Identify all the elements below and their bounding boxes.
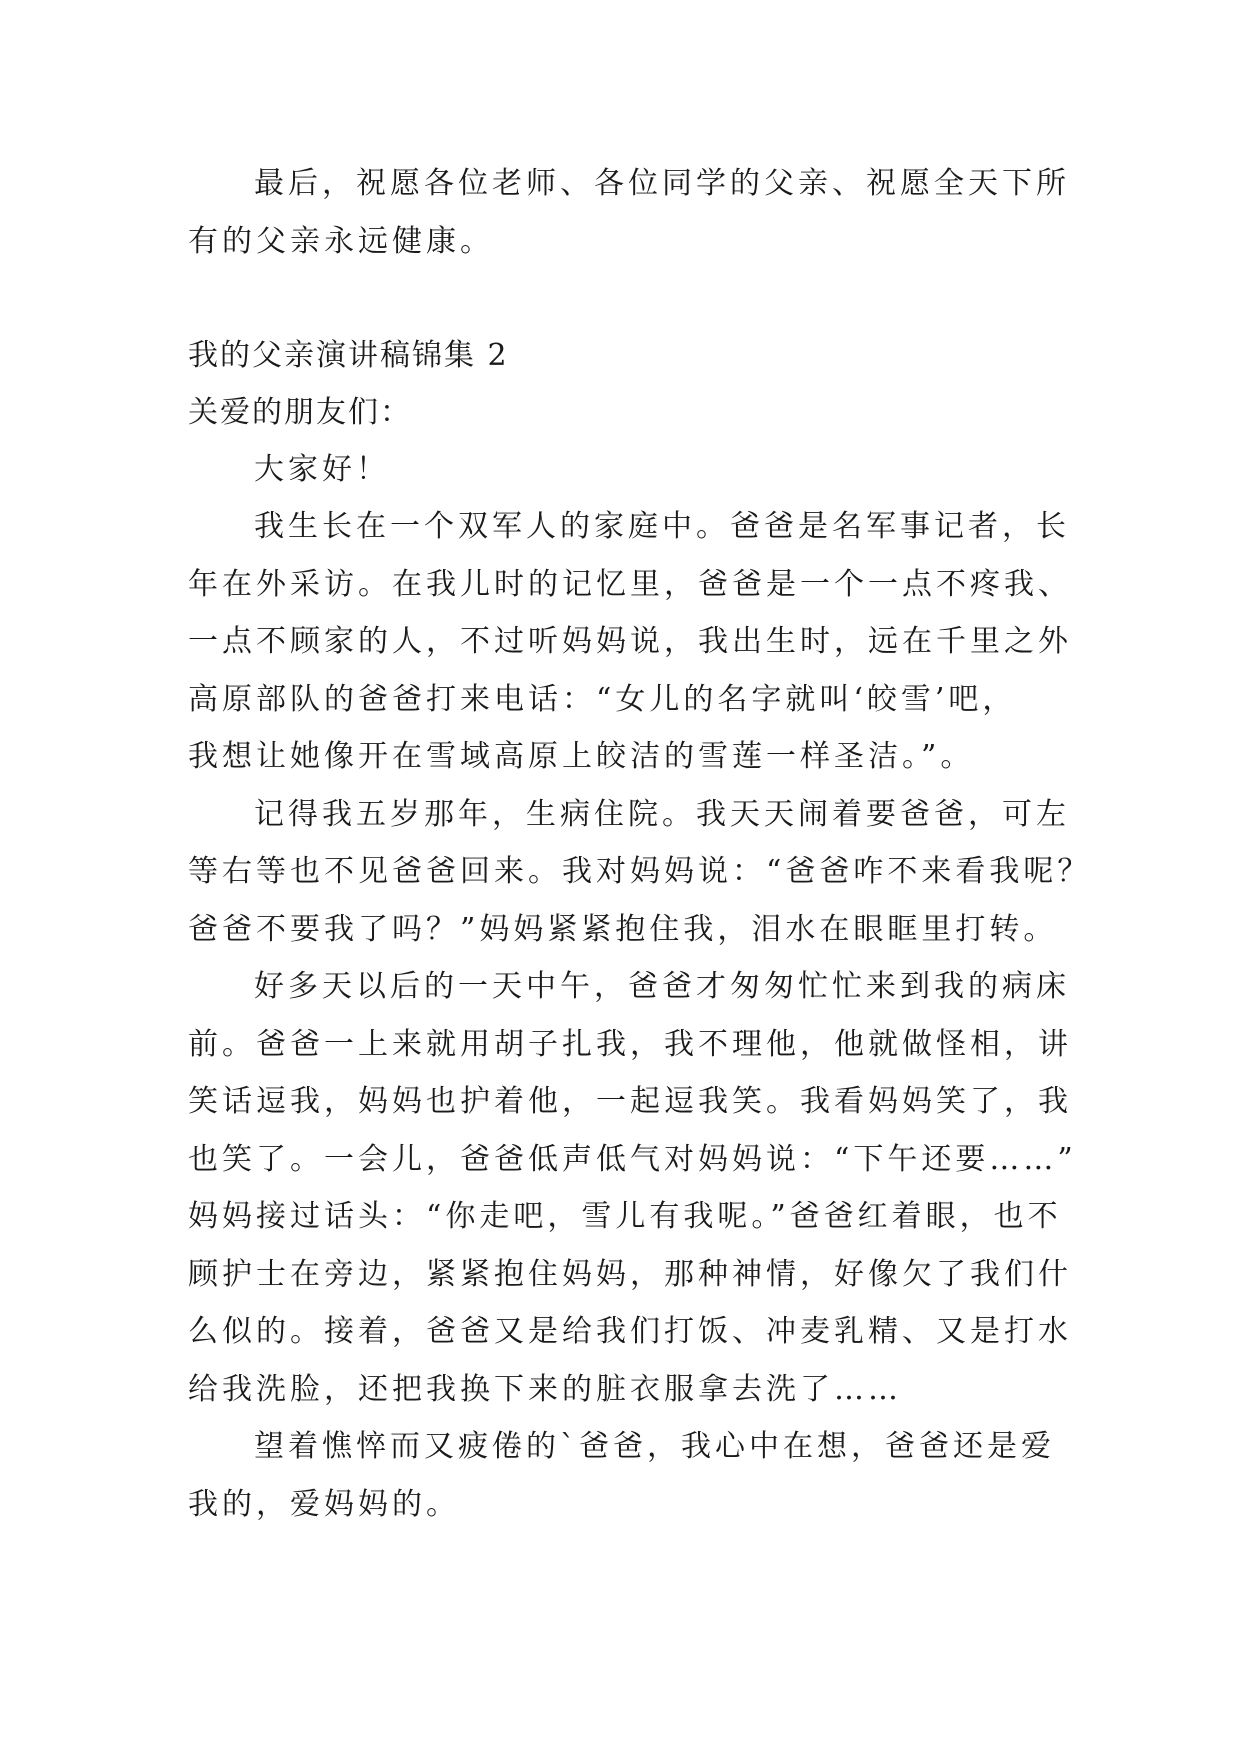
paragraph-1-line: 年在外采访。在我儿时的记忆里，爸爸是一个一点不疼我、 xyxy=(188,567,1072,602)
paragraph-2-line: 等右等也不见爸爸回来。我对妈妈说：“爸爸咋不来看我呢？ xyxy=(188,854,1092,889)
section-title: 我的父亲演讲稿锦集 2 xyxy=(188,338,509,373)
paragraph-1-line: 高原部队的爸爸打来电话：“女儿的名字就叫‘皎雪’吧， xyxy=(188,682,1017,717)
closing-paragraph-line: 最后，祝愿各位老师、各位同学的父亲、祝愿全天下所 xyxy=(254,166,1070,201)
paragraph-4-line: 望着憔悴而又疲倦的`爸爸，我心中在想，爸爸还是爱 xyxy=(254,1429,1055,1464)
paragraph-3-line: 笑话逗我，妈妈也护着他，一起逗我笑。我看妈妈笑了，我 xyxy=(188,1084,1072,1119)
paragraph-3-line: 么似的。接着，爸爸又是给我们打饭、冲麦乳精、又是打水 xyxy=(188,1314,1072,1349)
paragraph-3-line: 妈妈接过话头：“你走吧，雪儿有我呢。”爸爸红着眼，也不 xyxy=(188,1199,1062,1234)
paragraph-1-line: 我想让她像开在雪域高原上皎洁的雪莲一样圣洁。”。 xyxy=(188,739,975,774)
paragraph-3-line: 前。爸爸一上来就用胡子扎我，我不理他，他就做怪相，讲 xyxy=(188,1027,1072,1062)
paragraph-2-line: 记得我五岁那年，生病住院。我天天闹着要爸爸，可左 xyxy=(254,797,1070,832)
paragraph-2-line: 爸爸不要我了吗？”妈妈紧紧抱住我，泪水在眼眶里打转。 xyxy=(188,912,1058,947)
paragraph-1-line: 我生长在一个双军人的家庭中。爸爸是名军事记者，长 xyxy=(254,509,1070,544)
paragraph-3-line: 好多天以后的一天中午，爸爸才匆匆忙忙来到我的病床 xyxy=(254,969,1070,1004)
paragraph-3-line: 也笑了。一会儿，爸爸低声低气对妈妈说：“下午还要……” xyxy=(188,1142,1077,1177)
closing-paragraph-line: 有的父亲永远健康。 xyxy=(188,224,494,259)
salutation: 关爱的朋友们： xyxy=(188,395,412,430)
greeting: 大家好！ xyxy=(254,452,390,487)
paragraph-1-line: 一点不顾家的人，不过听妈妈说，我出生时，远在千里之外 xyxy=(188,624,1072,659)
paragraph-4-line: 我的，爱妈妈的。 xyxy=(188,1487,460,1522)
paragraph-3-line: 顾护士在旁边，紧紧抱住妈妈，那种神情，好像欠了我们什 xyxy=(188,1257,1072,1292)
paragraph-3-line: 给我洗脸，还把我换下来的脏衣服拿去洗了…… xyxy=(188,1372,902,1407)
